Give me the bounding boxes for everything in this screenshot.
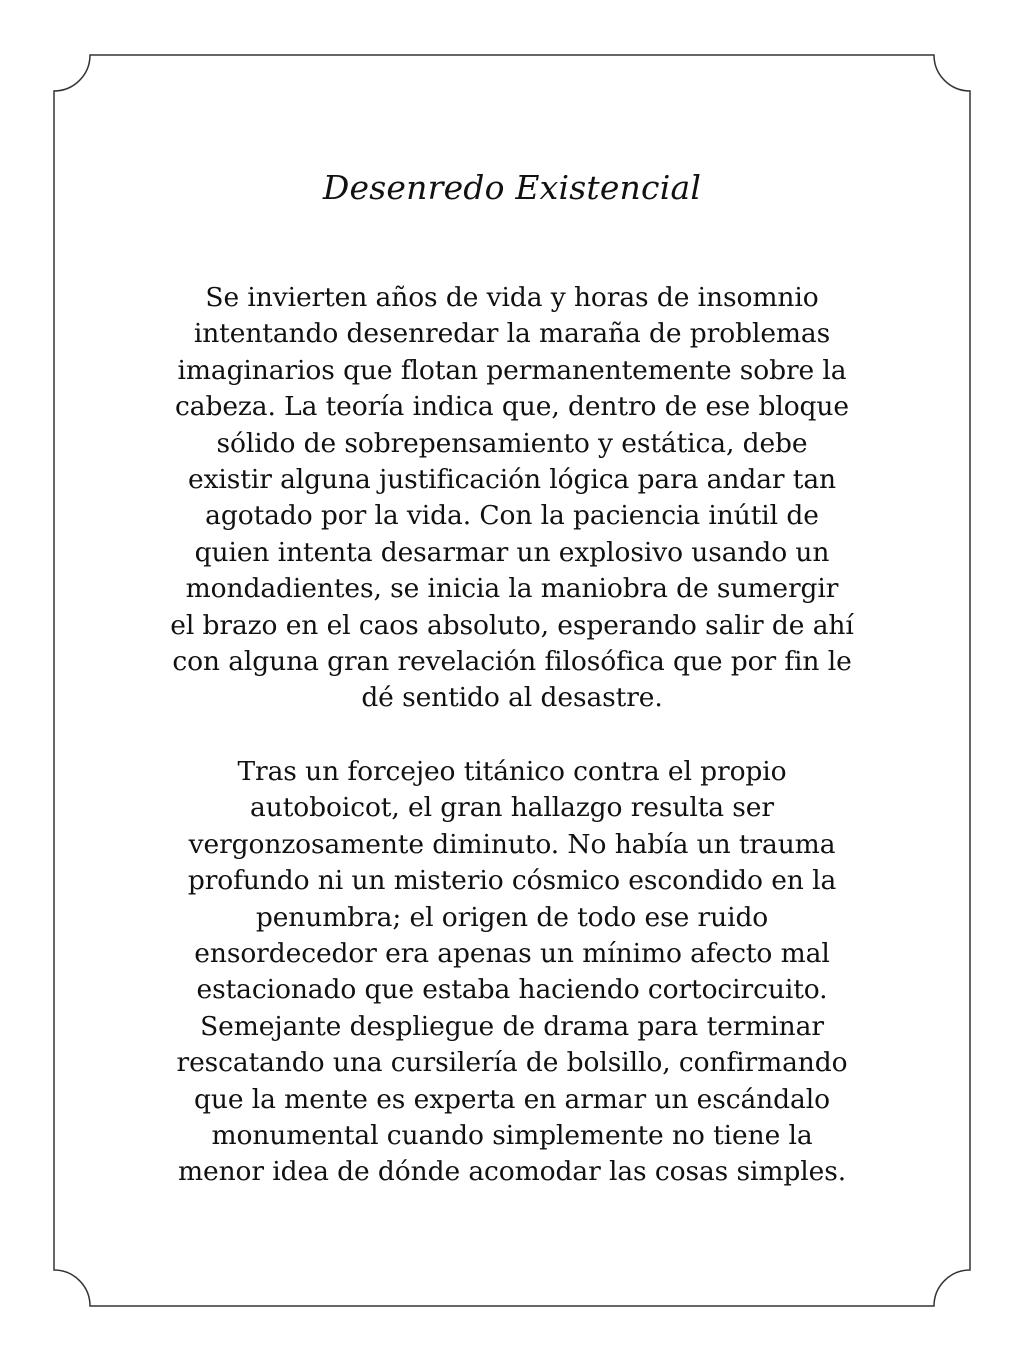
text-line: Semejante despliegue de drama para terminar xyxy=(200,1010,824,1042)
text-line: dé sentido al desastre. xyxy=(361,682,663,714)
document-title: Desenredo Existencial xyxy=(322,168,702,207)
text-line: con alguna gran revelación filosófica que por fin le xyxy=(172,646,852,678)
text-line: autoboicot, el gran hallazgo resulta ser xyxy=(250,792,774,824)
paragraph-2 xyxy=(110,754,914,1191)
text-line: el brazo en el caos absoluto, esperando salir de ahí xyxy=(170,609,854,641)
text-line: existir alguna justificación lógica para andar tan xyxy=(187,464,837,496)
text-line: penumbra; el origen de todo ese ruido xyxy=(255,901,769,933)
text-line: sólido de sobrepensamiento y estática, debe xyxy=(216,427,808,459)
text-line: rescatando una cursilería de bolsillo, confirmando xyxy=(176,1047,848,1079)
text-line: imaginarios que flotan permanentemente sobre la xyxy=(177,354,847,386)
text-line: agotado por la vida. Con la paciencia inútil de xyxy=(205,500,819,532)
text-line: ensordecedor era apenas un mínimo afecto mal xyxy=(194,938,830,970)
text-line: cabeza. La teoría indica que, dentro de ese bloque xyxy=(175,391,849,423)
text-line: quien intenta desarmar un explosivo usando un xyxy=(194,536,830,568)
text-line: Se invierten años de vida y horas de insomnio xyxy=(205,282,819,313)
text-line: monumental cuando simplemente no tiene la xyxy=(211,1120,813,1152)
text-line: vergonzosamente diminuto. No había un trauma xyxy=(188,828,836,860)
text-line: menor idea de dónde acomodar las cosas simples. xyxy=(177,1156,847,1188)
text-line: que la mente es experta en armar un escándalo xyxy=(194,1083,830,1115)
text-line: intentando desenredar la maraña de problemas xyxy=(193,318,831,350)
text-line: mondadientes, se inicia la maniobra de sumergir xyxy=(185,573,839,605)
text-line: Tras un forcejeo titánico contra el propio xyxy=(237,756,787,787)
text-line: estacionado que estaba haciendo cortocircuito. xyxy=(196,974,828,1006)
paragraph-1 xyxy=(110,280,914,717)
text-line: profundo ni un misterio cósmico escondido en la xyxy=(187,865,837,897)
